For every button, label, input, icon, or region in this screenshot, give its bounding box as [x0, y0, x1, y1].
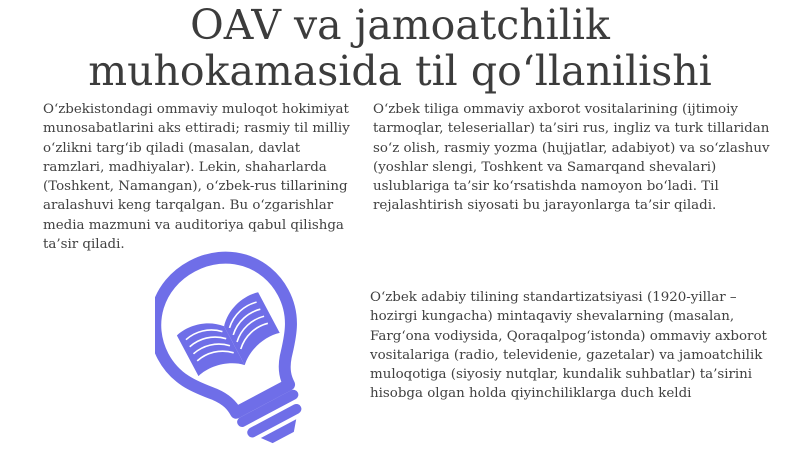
paragraph-standardization: O‘zbek adabiy tilining standartizatsiyasi (1920-yillar – hozirgi kungacha) mintaqaviy shevalarning (masalan, Farg‘ona vodiysida, Qoraqalpog‘istonda) ommaviy axborot vositalariga (radio, televidenie, gazetalar) va jamoatchilik muloqotiga (siyosiy nutqlar, kundalik suhbatlar) ta’sirini hisobga olgan holda qiyinchiliklarga duch keldi [370, 290, 767, 402]
title-line-2: muhokamasida til qo‘llanilishi [88, 47, 712, 95]
paragraph-media-influence: O‘zbek tiliga ommaviy axborot vositalarining (ijtimoiy tarmoqlar, teleseriallar) ta’siri rus, ingliz va turk tillaridan so‘z olish, rasmiy yozma (hujjatlar, adabiyot) va so‘zlashuv (yoshlar slengi, Toshkent va Samarqand shevalari) uslublariga ta’sir ko‘rsatishda namoyon bo‘ladi. Til rejalashtirish siyosati bu jarayonlarga ta’sir qiladi. [373, 102, 770, 214]
title-line-1: OAV va jamoatchilik [190, 1, 610, 49]
lightbulb-book-icon [155, 248, 310, 448]
page-title [0, 2, 800, 94]
paragraph-media-power: O‘zbekistondagi ommaviy muloqot hokimiyat munosabatlarini aks ettiradi; rasmiy til milliy o‘zlikni targ‘ib qiladi (masalan, davlat ramzlari, madhiyalar). Lekin, shaharlarda (Toshkent, Namangan), o‘zbek-rus tillarining aralashuvi keng tarqalgan. Bu o‘zgarishlar media mazmuni va auditoriya qabul qilishga ta’sir qiladi. [43, 102, 350, 253]
